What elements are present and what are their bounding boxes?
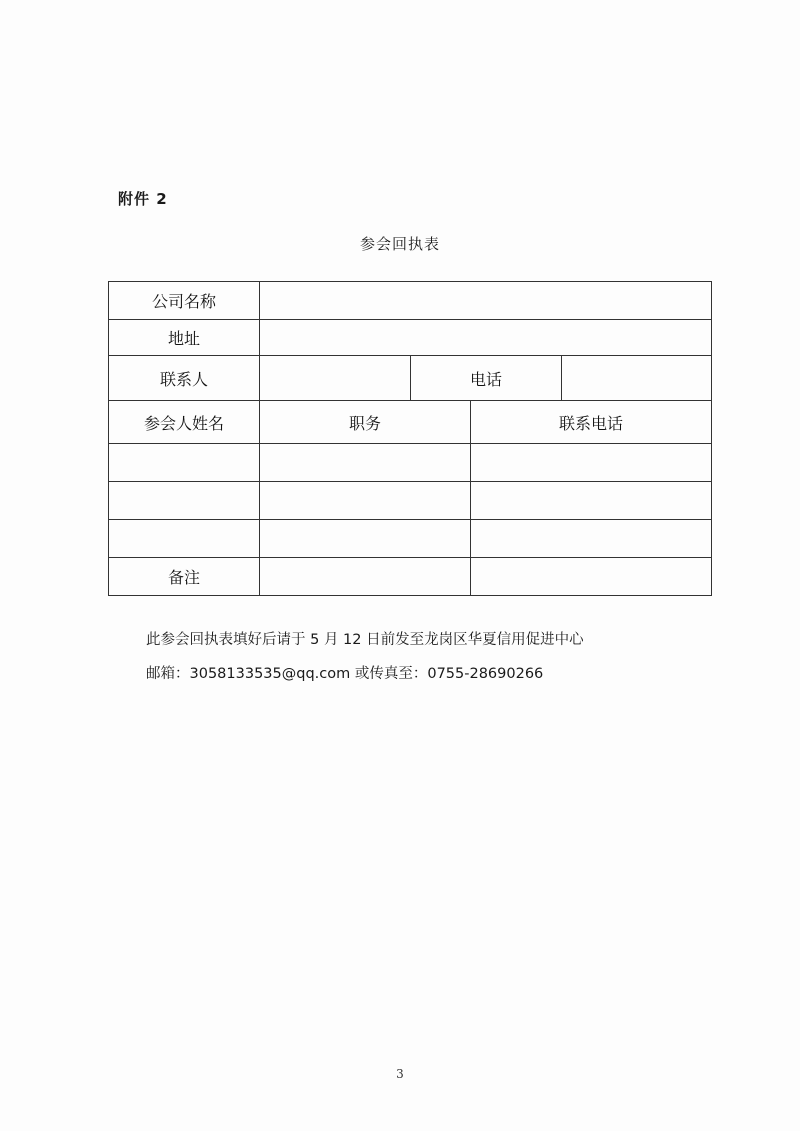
submission-instructions: 此参会回执表填好后请于 5 月 12 日前发至龙岗区华夏信用促进中心 bbox=[146, 632, 584, 648]
remarks-label: 备注 bbox=[167, 568, 200, 587]
attachment-label: 附件 2 bbox=[118, 190, 168, 208]
contact-phone-header: 联系电话 bbox=[558, 413, 623, 433]
attendee-phone-field[interactable] bbox=[471, 520, 711, 557]
contact-person-label: 联系人 bbox=[159, 369, 208, 389]
attendee-phone-field[interactable] bbox=[471, 444, 711, 481]
attendee-name-header: 参会人姓名 bbox=[143, 413, 224, 433]
company-name-label: 公司名称 bbox=[151, 292, 216, 311]
contact-person-field[interactable] bbox=[260, 356, 410, 400]
page-number: 3 bbox=[396, 1067, 404, 1081]
address-field[interactable] bbox=[260, 320, 711, 355]
remarks-field-extra[interactable] bbox=[471, 558, 711, 595]
phone-label: 电话 bbox=[469, 369, 502, 389]
attendee-position-field[interactable] bbox=[260, 482, 470, 519]
attendee-name-field[interactable] bbox=[109, 482, 259, 519]
position-header: 职务 bbox=[348, 413, 381, 433]
attendee-phone-field[interactable] bbox=[471, 482, 711, 519]
remarks-field[interactable] bbox=[260, 558, 470, 595]
form-title: 参会回执表 bbox=[359, 235, 440, 253]
contact-email-fax: 邮箱：3058133535@qq.com 或传真至：0755-28690266 bbox=[146, 666, 544, 682]
registration-form-table bbox=[108, 281, 712, 596]
address-label: 地址 bbox=[167, 329, 200, 348]
phone-field[interactable] bbox=[562, 356, 711, 400]
attendee-position-field[interactable] bbox=[260, 520, 470, 557]
company-name-field[interactable] bbox=[260, 282, 711, 319]
attendee-position-field[interactable] bbox=[260, 444, 470, 481]
attendee-name-field[interactable] bbox=[109, 444, 259, 481]
attendee-name-field[interactable] bbox=[109, 520, 259, 557]
